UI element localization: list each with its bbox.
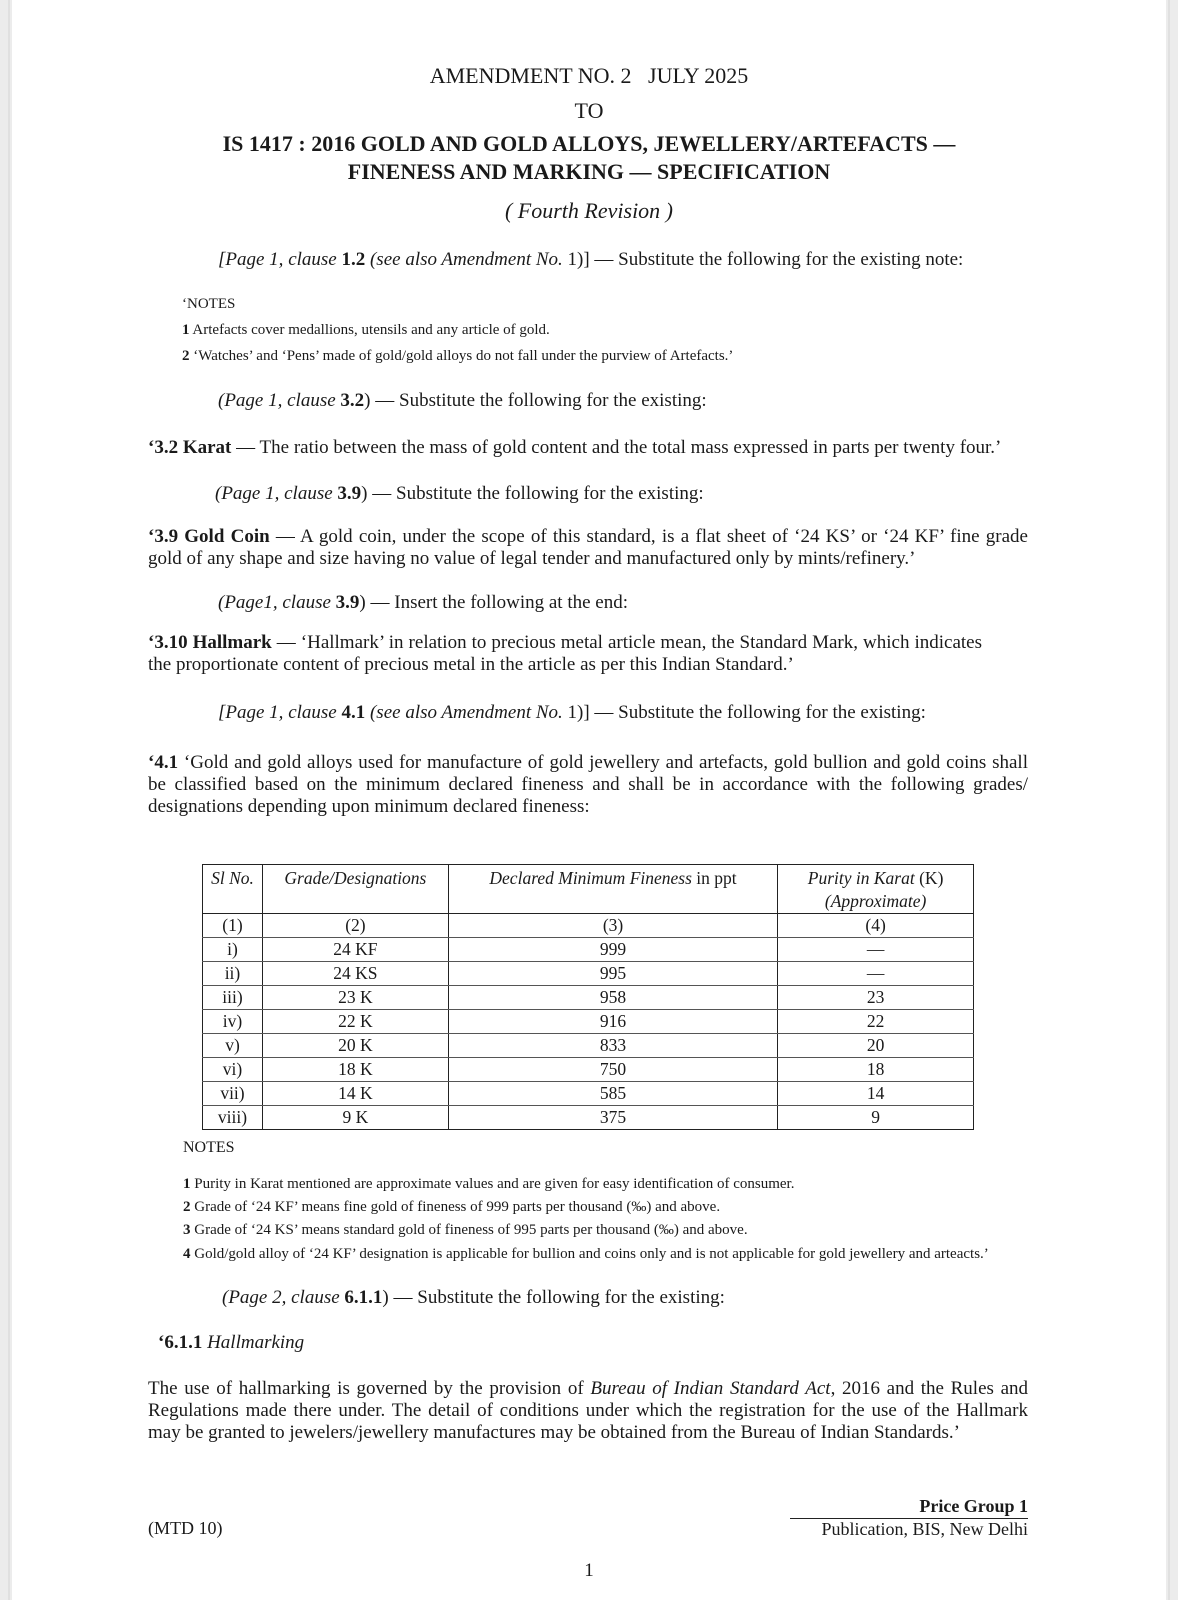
instruction-clause-6-1-1: (Page 2, clause 6.1.1) — Substitute the following for the existing: bbox=[222, 1287, 725, 1308]
cell-purity: 18 bbox=[778, 1058, 974, 1082]
header-sl-no: Sl No. bbox=[203, 865, 263, 914]
table-row bbox=[203, 986, 974, 1010]
instruction-clause-4-1: [Page 1, clause 4.1 (see also Amendment No. 1)] — Substitute the following for the existing: bbox=[218, 702, 926, 723]
instruction-clause-3-9: (Page 1, clause 3.9) — Substitute the following for the existing: bbox=[215, 483, 704, 504]
cell-purity: 14 bbox=[778, 1082, 974, 1106]
page-number: 1 bbox=[584, 1560, 594, 1581]
cell-fineness: 375 bbox=[448, 1106, 777, 1130]
clause-3-10: ‘3.10 Hallmark — ‘Hallmark’ in relation to precious metal article mean, the Standard Mark, which indicates the proportionate content of precious metal in the article as per this Indian Standard.’ bbox=[148, 632, 982, 675]
colnum-3: (3) bbox=[448, 914, 777, 938]
instruction-clause-3-2: (Page 1, clause 3.2) — Substitute the following for the existing: bbox=[218, 390, 707, 411]
table-row bbox=[203, 938, 974, 962]
header-fineness: Declared Minimum Fineness in ppt bbox=[448, 865, 777, 914]
clause-4-1: ‘4.1 ‘Gold and gold alloys used for manufacture of gold jewellery and artefacts, gold bullion and gold coins shall be classified based on the minimum declared fineness and shall be in accordance with the following grades/ designations depending upon minimum declared fineness: bbox=[148, 752, 1028, 817]
cell-purity: — bbox=[778, 938, 974, 962]
publication-info: Publication, BIS, New Delhi bbox=[821, 1519, 1028, 1539]
cell-purity: 9 bbox=[778, 1106, 974, 1130]
cell-fineness: 833 bbox=[448, 1034, 777, 1058]
amendment-title: AMENDMENT NO. 2 JULY 2025 bbox=[429, 63, 749, 88]
cell-sl: vii) bbox=[203, 1082, 263, 1106]
cell-fineness: 995 bbox=[448, 962, 777, 986]
cell-grade: 14 K bbox=[262, 1082, 448, 1106]
table-header-row bbox=[203, 865, 974, 914]
committee-code: (MTD 10) bbox=[148, 1518, 223, 1538]
cell-fineness: 999 bbox=[448, 938, 777, 962]
cell-sl: i) bbox=[203, 938, 263, 962]
table-row bbox=[203, 1010, 974, 1034]
instruction-clause-1-2: [Page 1, clause 1.2 (see also Amendment No. 1)] — Substitute the following for the existing note: bbox=[218, 249, 964, 270]
cell-purity: — bbox=[778, 962, 974, 986]
cell-purity: 22 bbox=[778, 1010, 974, 1034]
notes-heading-1: ‘NOTES bbox=[182, 296, 236, 312]
cell-fineness: 750 bbox=[448, 1058, 777, 1082]
header-purity: Purity in Karat (K) (Approximate) bbox=[778, 865, 974, 914]
clause-3-9: ‘3.9 Gold Coin — A gold coin, under the scope of this standard, is a flat sheet of ‘24 KS’ or ‘24 KF’ fine grade gold of any shape and size having no value of legal tender and manufactured only by mints/refinery.’ bbox=[148, 526, 1028, 569]
clause-6-1-1-title: ‘6.1.1 Hallmarking bbox=[158, 1332, 305, 1353]
table-row bbox=[203, 962, 974, 986]
cell-grade: 18 K bbox=[262, 1058, 448, 1082]
cell-sl: vi) bbox=[203, 1058, 263, 1082]
table-row-column-numbers bbox=[203, 914, 974, 938]
clause-6-1-1-body: The use of hallmarking is governed by the provision of Bureau of Indian Standard Act, 2016 and the Rules and Regulations made there under. The detail of conditions under which the registration for the use of the Hallmark may be granted to jewelers/jewellery manufactures may be obtained from the Bureau of Indian Standards.’ bbox=[148, 1378, 1028, 1443]
table-row bbox=[203, 1034, 974, 1058]
note-2-3: 3 Grade of ‘24 KS’ means standard gold of fineness of 995 parts per thousand (‰) and above. bbox=[183, 1222, 748, 1238]
table-row bbox=[203, 1058, 974, 1082]
note-1-2: 2 ‘Watches’ and ‘Pens’ made of gold/gold alloys do not fall under the purview of Artefacts.’ bbox=[182, 348, 734, 364]
page-edge-left bbox=[8, 0, 10, 1600]
colnum-4: (4) bbox=[778, 914, 974, 938]
notes-heading-2: NOTES bbox=[183, 1139, 235, 1156]
standard-title-line2: FINENESS AND MARKING — SPECIFICATION bbox=[347, 159, 831, 184]
table-row bbox=[203, 1082, 974, 1106]
colnum-2: (2) bbox=[262, 914, 448, 938]
cell-sl: iii) bbox=[203, 986, 263, 1010]
cell-grade: 24 KS bbox=[262, 962, 448, 986]
cell-grade: 23 K bbox=[262, 986, 448, 1010]
cell-sl: iv) bbox=[203, 1010, 263, 1034]
cell-purity: 23 bbox=[778, 986, 974, 1010]
cell-grade: 20 K bbox=[262, 1034, 448, 1058]
cell-fineness: 958 bbox=[448, 986, 777, 1010]
page-edge-right bbox=[1168, 0, 1170, 1600]
cell-grade: 24 KF bbox=[262, 938, 448, 962]
cell-sl: viii) bbox=[203, 1106, 263, 1130]
instruction-insert-3-10: (Page1, clause 3.9) — Insert the following at the end: bbox=[218, 592, 628, 613]
note-2-4: 4 Gold/gold alloy of ‘24 KF’ designation is applicable for bullion and coins only and is not applicable for gold jewellery and arteacts.’ bbox=[183, 1246, 989, 1262]
note-2-1: 1 Purity in Karat mentioned are approximate values and are given for easy identification of consumer. bbox=[183, 1176, 795, 1192]
cell-fineness: 916 bbox=[448, 1010, 777, 1034]
colnum-1: (1) bbox=[203, 914, 263, 938]
revision-label: ( Fourth Revision ) bbox=[504, 198, 674, 223]
standard-title-line1: IS 1417 : 2016 GOLD AND GOLD ALLOYS, JEWELLERY/ARTEFACTS — bbox=[222, 131, 956, 156]
note-2-2: 2 Grade of ‘24 KF’ means fine gold of fineness of 999 parts per thousand (‰) and above. bbox=[183, 1199, 721, 1215]
price-group: Price Group 1 bbox=[919, 1496, 1028, 1516]
cell-grade: 22 K bbox=[262, 1010, 448, 1034]
grades-table bbox=[202, 864, 974, 1130]
cell-grade: 9 K bbox=[262, 1106, 448, 1130]
clause-3-2: ‘3.2 Karat — The ratio between the mass of gold content and the total mass expressed in parts per twenty four.’ bbox=[148, 437, 1002, 458]
table-row bbox=[203, 1106, 974, 1130]
cell-purity: 20 bbox=[778, 1034, 974, 1058]
amendment-to: TO bbox=[574, 98, 604, 123]
header-grade: Grade/Designations bbox=[262, 865, 448, 914]
note-1-1: 1 Artefacts cover medallions, utensils and any article of gold. bbox=[182, 322, 550, 338]
cell-sl: ii) bbox=[203, 962, 263, 986]
cell-sl: v) bbox=[203, 1034, 263, 1058]
cell-fineness: 585 bbox=[448, 1082, 777, 1106]
